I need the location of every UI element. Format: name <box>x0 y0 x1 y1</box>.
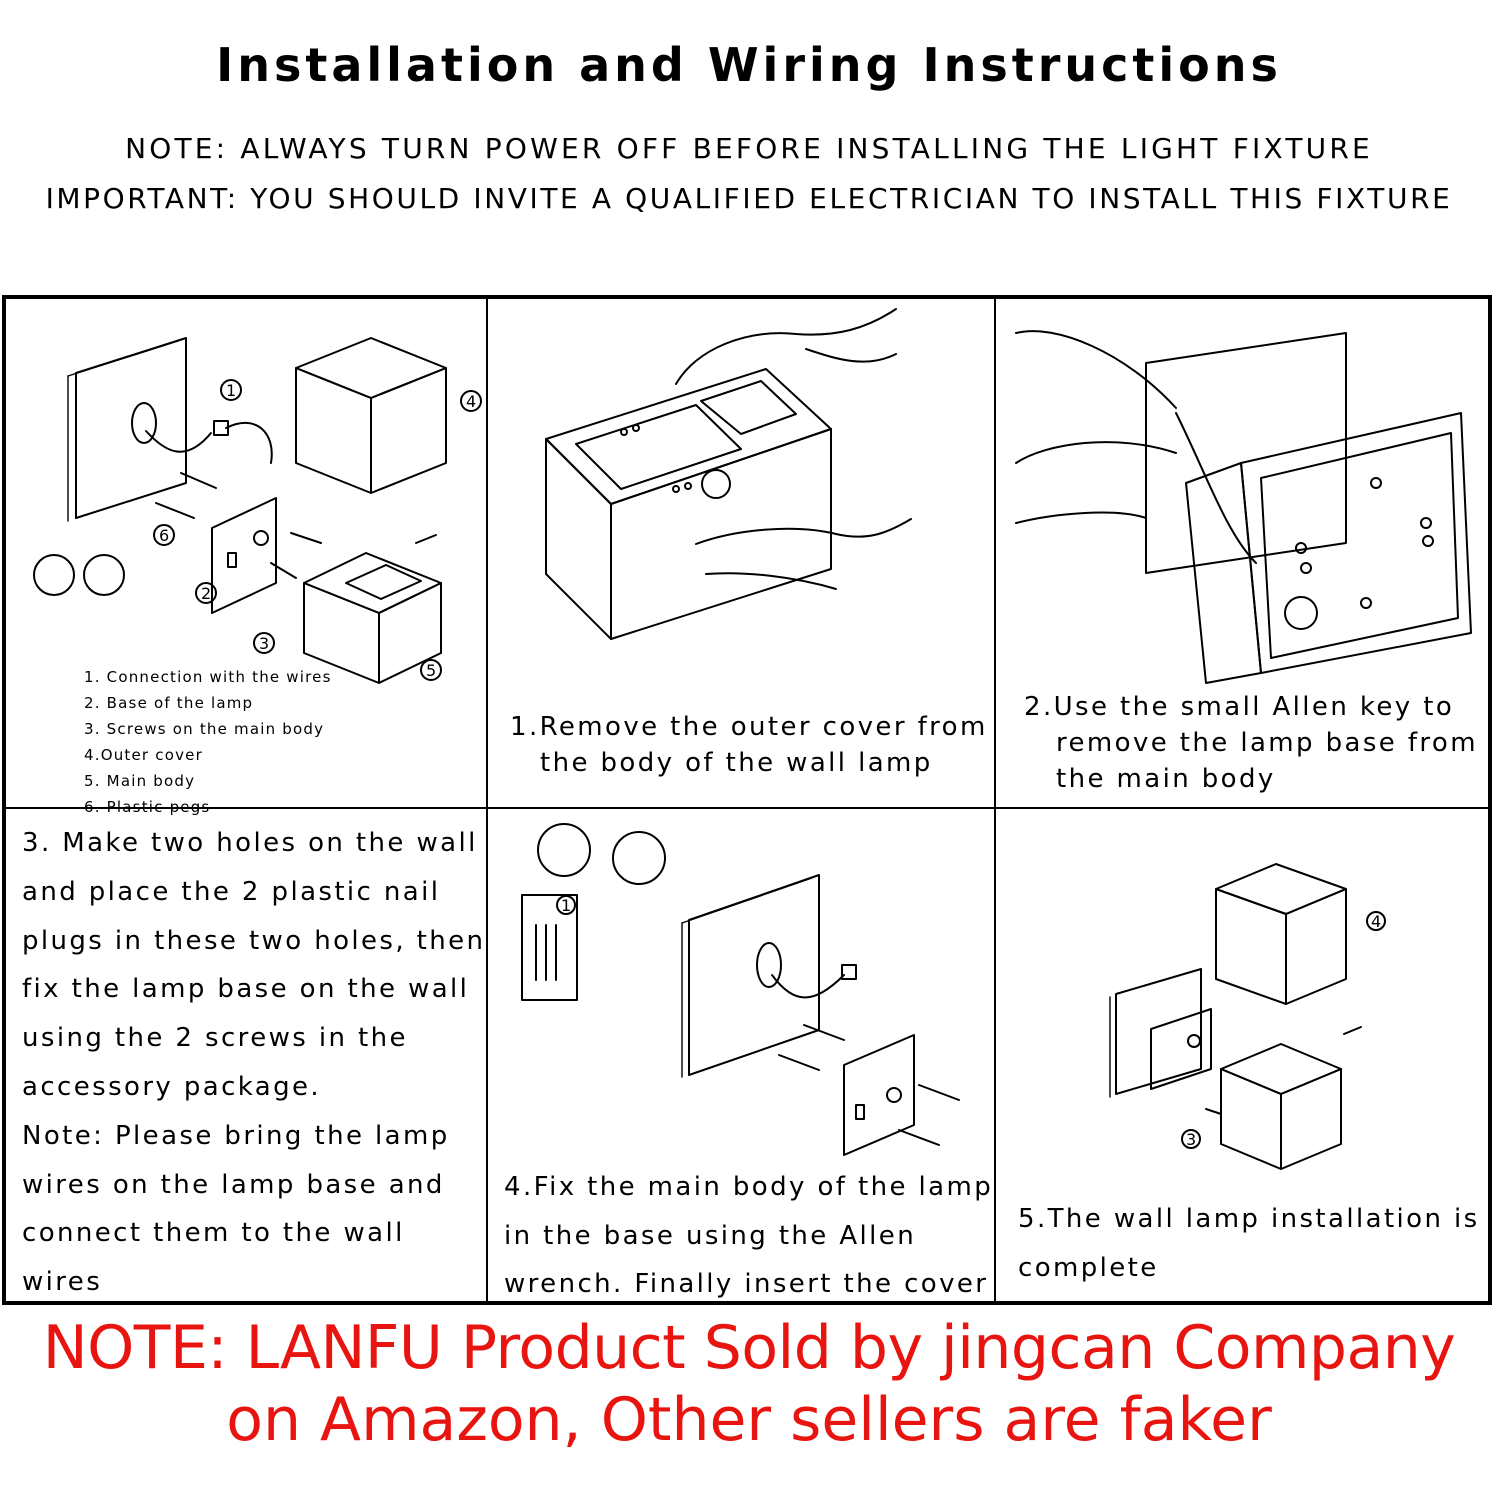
step2-illustration <box>1006 313 1486 683</box>
wall-wires <box>146 431 211 452</box>
outer-cover-box <box>296 338 446 493</box>
step1-illustration <box>536 309 926 679</box>
legend-item: 6. Plastic pegs <box>84 798 211 816</box>
hand <box>1016 331 1176 523</box>
caption-line: connect them to the wall <box>22 1218 405 1249</box>
caption-line: Note: Please bring the lamp <box>22 1120 450 1151</box>
callout-3: 3 <box>259 634 270 653</box>
instruction-grid <box>2 295 1492 1305</box>
step2-caption <box>1024 689 1478 797</box>
lamp-base-plate <box>844 1035 914 1155</box>
page-title: Installation and Wiring Instructions <box>216 38 1282 92</box>
caption-line: 5.The wall lamp installation is <box>1018 1204 1480 1234</box>
caption-line: accessory package. <box>22 1071 322 1102</box>
outer-cover-box <box>1216 864 1346 1004</box>
screws <box>899 1085 959 1145</box>
wall-illustration <box>68 338 186 521</box>
step4-caption <box>504 1163 993 1309</box>
legend-item: 5. Main body <box>84 772 196 790</box>
step5-illustration <box>1106 839 1406 1179</box>
seller-warning-line2: on Amazon, Other sellers are faker <box>226 1385 1272 1455</box>
caption-line: in the base using the Allen <box>504 1220 917 1251</box>
legend-item: 4.Outer cover <box>84 746 203 764</box>
caption-line: the main body <box>1056 764 1276 794</box>
caption-line: 4.Fix the main body of the lamp <box>504 1172 994 1202</box>
caption-line: fix the lamp base on the wall <box>22 974 470 1005</box>
legend-item: 3. Screws on the main body <box>84 720 325 738</box>
allen-socket <box>702 470 730 498</box>
drill-tool-icon <box>34 555 74 595</box>
caption-line: wrench. Finally insert the cover <box>504 1269 989 1299</box>
allen-socket <box>1285 597 1317 629</box>
caption-line: 1.Remove the outer cover from <box>510 712 988 742</box>
seller-warning-line1: NOTE: LANFU Product Sold by jingcan Company <box>42 1313 1456 1383</box>
caption-line: plugs in these two holes, then <box>22 925 486 956</box>
wire-connector <box>842 965 856 979</box>
main-body-box <box>1221 1044 1341 1169</box>
callout-6: 6 <box>159 526 170 545</box>
step3-caption <box>22 819 485 1307</box>
caption-line: wires <box>22 1267 103 1298</box>
caption-line: 3. Make two holes on the wall <box>22 828 478 858</box>
caption-line: complete <box>1018 1253 1159 1283</box>
drill-tool-icon <box>538 824 590 876</box>
grid-divider <box>994 299 996 1301</box>
caption-line: 2.Use the small Allen key to <box>1024 692 1455 722</box>
screw <box>1206 1109 1221 1114</box>
caption-line: wires on the lamp base and <box>22 1169 445 1200</box>
electrician-note: IMPORTANT: YOU SHOULD INVITE A QUALIFIED ELECTRICIAN TO INSTALL THIS FIXTURE <box>45 182 1453 215</box>
step5-caption <box>1018 1195 1480 1293</box>
step1-caption <box>510 709 988 781</box>
callout-4: 4 <box>1371 912 1382 931</box>
wall-illustration <box>682 875 819 1077</box>
caption-line: remove the lamp base from <box>1056 728 1478 758</box>
callout-5: 5 <box>426 661 437 680</box>
grid-divider <box>486 299 488 1301</box>
screw <box>1344 1027 1361 1034</box>
caption-line: and place the 2 plastic nail <box>22 876 441 907</box>
main-body-box <box>1186 413 1471 683</box>
drill-bit-icon <box>613 832 665 884</box>
callout-4: 4 <box>466 392 477 411</box>
wall-wires <box>772 975 844 998</box>
lamp-base-plate <box>212 498 276 613</box>
step4-illustration <box>514 815 984 1155</box>
callout-2: 2 <box>201 584 212 603</box>
lamp-body-box <box>546 369 831 639</box>
legend-item: 1. Connection with the wires <box>84 668 332 686</box>
parts-legend <box>84 664 332 820</box>
power-off-note: NOTE: ALWAYS TURN POWER OFF BEFORE INSTALLING THE LIGHT FIXTURE <box>125 132 1373 165</box>
drill-bit-icon <box>84 555 124 595</box>
callout-3: 3 <box>1186 1130 1197 1149</box>
legend-item: 2. Base of the lamp <box>84 694 254 712</box>
callout-1: 1 <box>561 896 572 915</box>
parts-exploded-diagram <box>16 313 486 683</box>
callout-1: 1 <box>226 381 237 400</box>
hand-top <box>676 309 896 384</box>
caption-line: using the 2 screws in the <box>22 1023 408 1054</box>
caption-line: the body of the wall lamp <box>540 748 933 778</box>
